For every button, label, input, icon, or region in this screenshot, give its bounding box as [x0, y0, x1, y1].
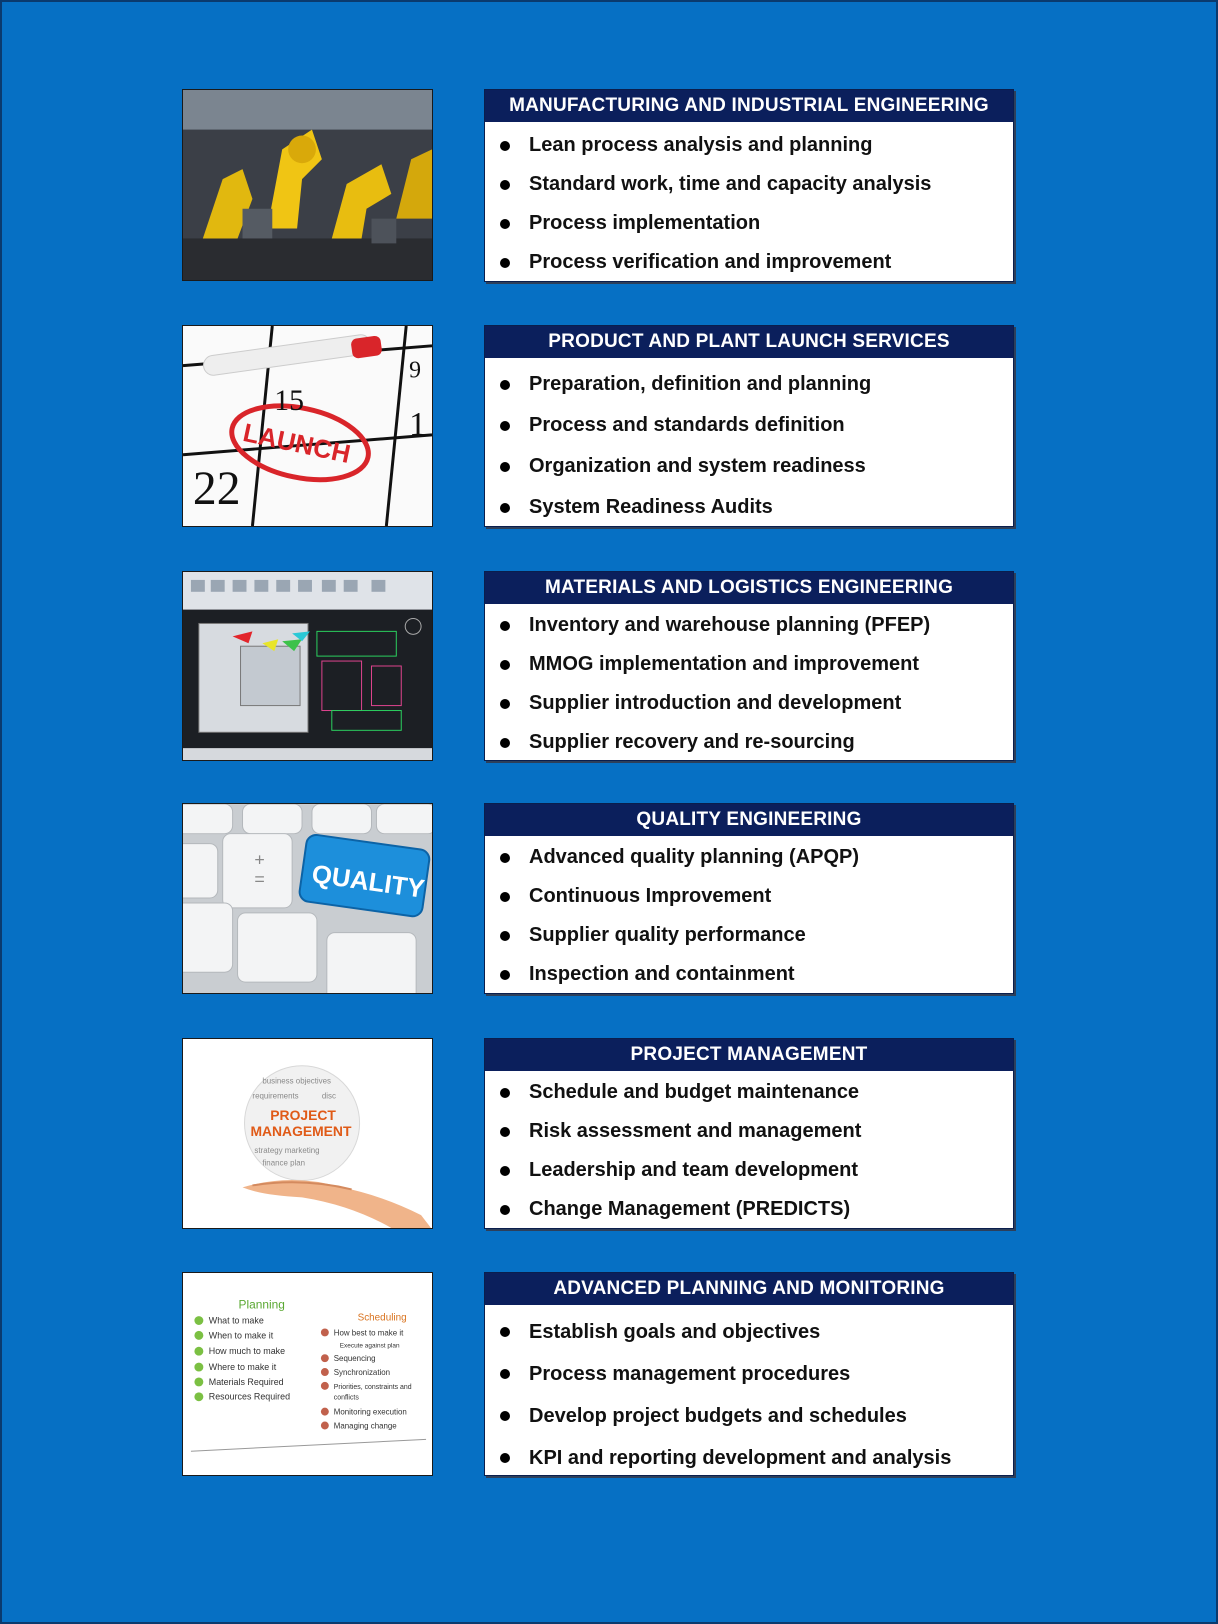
list-item: Risk assessment and management — [485, 1112, 1013, 1151]
section-manufacturing — [182, 89, 1014, 282]
svg-text:When to make it: When to make it — [208, 1330, 274, 1341]
bullet-icon — [500, 1166, 510, 1176]
list-item: Schedule and budget maintenance — [485, 1073, 1013, 1112]
day-15-text: 15 — [274, 385, 305, 418]
list-item: Inspection and containment — [485, 955, 1013, 994]
bullet-icon — [500, 219, 510, 229]
bullet-list — [485, 836, 1013, 994]
list-item: Continuous Improvement — [485, 877, 1013, 916]
bullet-icon — [500, 621, 510, 631]
bullet-list — [485, 122, 1013, 282]
list-item: Lean process analysis and planning — [485, 126, 1013, 165]
bullet-icon — [500, 1411, 510, 1421]
svg-text:Managing change: Managing change — [333, 1421, 397, 1431]
svg-text:disc: disc — [321, 1091, 336, 1101]
section-card — [484, 325, 1014, 527]
section-title: PROJECT MANAGEMENT — [485, 1039, 1013, 1071]
svg-text:finance plan: finance plan — [262, 1158, 306, 1168]
section-title: QUALITY ENGINEERING — [485, 804, 1013, 836]
bullet-icon — [500, 853, 510, 863]
svg-text:How best to make it: How best to make it — [333, 1328, 404, 1338]
list-item: Inventory and warehouse planning (PFEP) — [485, 606, 1013, 645]
list-item: Establish goals and objectives — [485, 1311, 1013, 1353]
cad-software-image — [182, 571, 433, 761]
bullet-icon — [500, 180, 510, 190]
list-item: Supplier recovery and re-sourcing — [485, 723, 1013, 762]
svg-text:Sequencing: Sequencing — [333, 1354, 376, 1364]
bullet-list — [485, 1071, 1013, 1229]
list-item: Advanced quality planning (APQP) — [485, 838, 1013, 877]
section-card — [484, 803, 1014, 994]
svg-text:Monitoring execution: Monitoring execution — [333, 1407, 407, 1417]
section-title: MANUFACTURING AND INDUSTRIAL ENGINEERING — [485, 90, 1013, 122]
section-title: MATERIALS AND LOGISTICS ENGINEERING — [485, 572, 1013, 604]
industrial-robots-image — [182, 89, 433, 281]
day-22-text: 22 — [192, 463, 241, 516]
bullet-icon — [500, 892, 510, 902]
list-item: Change Management (PREDICTS) — [485, 1190, 1013, 1229]
project-management-sphere-image — [182, 1038, 433, 1229]
bullet-icon — [500, 462, 510, 472]
management-text: MANAGEMENT — [250, 1122, 352, 1139]
svg-text:strategy marketing: strategy marketing — [254, 1145, 320, 1155]
svg-text:Priorities, constraints and: Priorities, constraints and — [333, 1383, 412, 1391]
bullet-icon — [500, 380, 510, 390]
svg-text:What to make: What to make — [208, 1315, 264, 1326]
svg-text:How much to make: How much to make — [208, 1346, 286, 1357]
list-item: Process and standards definition — [485, 405, 1013, 446]
section-card — [484, 89, 1014, 282]
launch-text: LAUNCH — [240, 419, 353, 470]
bullet-icon — [500, 931, 510, 941]
svg-text:requirements: requirements — [252, 1091, 299, 1101]
list-item: KPI and reporting development and analysis — [485, 1437, 1013, 1479]
list-item: Process implementation — [485, 204, 1013, 243]
bullet-icon — [500, 1453, 510, 1463]
section-launch — [182, 325, 1014, 527]
day-9-text: 9 — [409, 357, 422, 384]
svg-text:+: + — [254, 849, 265, 870]
bullet-icon — [500, 660, 510, 670]
bullet-list — [485, 1305, 1013, 1479]
section-materials — [182, 571, 1014, 761]
section-card — [484, 571, 1014, 761]
bullet-icon — [500, 1327, 510, 1337]
list-item: Supplier quality performance — [485, 916, 1013, 955]
project-text: PROJECT — [270, 1107, 336, 1124]
bullet-icon — [500, 1088, 510, 1098]
svg-text:Where to make it: Where to make it — [208, 1362, 277, 1373]
section-card — [484, 1038, 1014, 1229]
quality-key-text: QUALITY — [310, 860, 427, 904]
list-item: Supplier introduction and development — [485, 684, 1013, 723]
section-quality — [182, 803, 1014, 994]
svg-text:Synchronization: Synchronization — [333, 1367, 391, 1377]
svg-text:conflicts: conflicts — [333, 1394, 359, 1402]
calendar-launch-image — [182, 325, 433, 527]
section-advanced-planning — [182, 1272, 1014, 1476]
day-1-text: 1 — [409, 405, 427, 443]
list-item: Leadership and team development — [485, 1151, 1013, 1190]
section-title: PRODUCT AND PLANT LAUNCH SERVICES — [485, 326, 1013, 358]
bullet-icon — [500, 141, 510, 151]
svg-text:business objectives: business objectives — [262, 1076, 332, 1086]
section-card — [484, 1272, 1014, 1476]
bullet-icon — [500, 1369, 510, 1379]
bullet-list — [485, 604, 1013, 762]
list-item: Process verification and improvement — [485, 243, 1013, 282]
list-item: Organization and system readiness — [485, 446, 1013, 487]
scheduling-heading: Scheduling — [357, 1312, 407, 1324]
bullet-icon — [500, 1127, 510, 1137]
bullet-icon — [500, 970, 510, 980]
list-item: Standard work, time and capacity analysis — [485, 165, 1013, 204]
bullet-icon — [500, 503, 510, 513]
svg-text:Execute against plan: Execute against plan — [339, 1342, 400, 1350]
list-item: Process management procedures — [485, 1353, 1013, 1395]
bullet-icon — [500, 738, 510, 748]
section-title: ADVANCED PLANNING AND MONITORING — [485, 1273, 1013, 1305]
list-item: Preparation, definition and planning — [485, 364, 1013, 405]
bullet-icon — [500, 699, 510, 709]
bullet-icon — [500, 258, 510, 268]
list-item: System Readiness Audits — [485, 487, 1013, 528]
planning-heading: Planning — [238, 1297, 285, 1312]
bullet-icon — [500, 1205, 510, 1215]
quality-keyboard-image — [182, 803, 433, 994]
bullet-icon — [500, 421, 510, 431]
svg-text:=: = — [254, 869, 265, 890]
list-item: Develop project budgets and schedules — [485, 1395, 1013, 1437]
planning-scheduling-image — [182, 1272, 433, 1476]
svg-text:Resources Required: Resources Required — [208, 1391, 291, 1402]
section-project-management — [182, 1038, 1014, 1229]
bullet-list — [485, 358, 1013, 528]
svg-text:Materials Required: Materials Required — [208, 1376, 284, 1387]
list-item: MMOG implementation and improvement — [485, 645, 1013, 684]
